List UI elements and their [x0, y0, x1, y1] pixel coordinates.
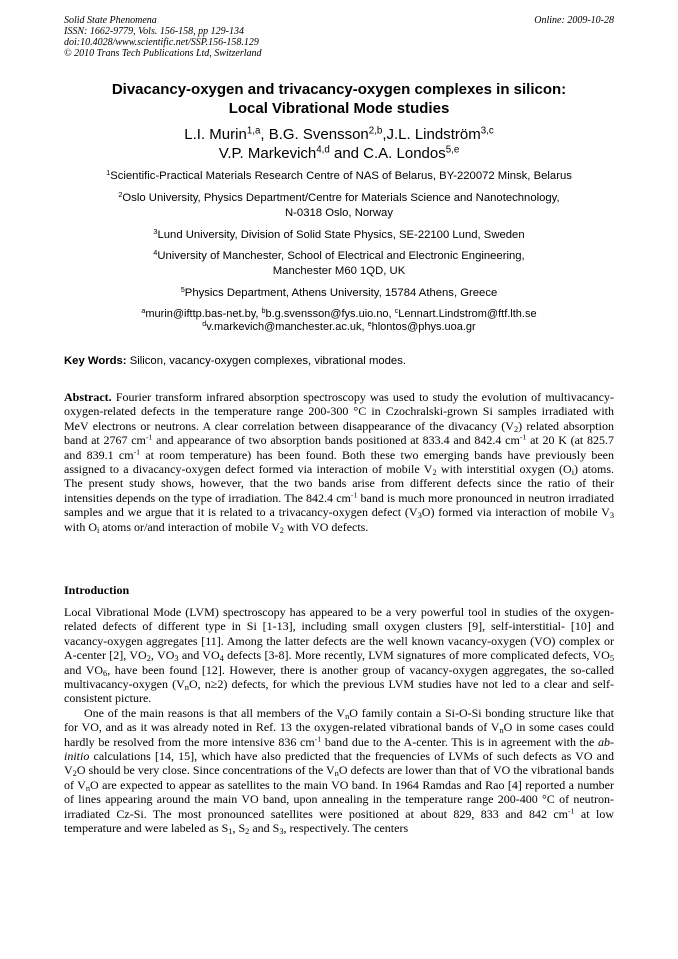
keywords-text: Silicon, vacancy-oxygen complexes, vibrational modes. [126, 355, 406, 367]
email-link[interactable]: murin@ifttp.bas-net.by, [145, 308, 259, 320]
author-affil: 1,a [246, 125, 261, 137]
author-line-2 [40, 144, 638, 163]
doi-line: doi:10.4028/www.scientific.net/SSP.156-158.129 [64, 37, 259, 48]
email-line-2: $^d$v.markevich@manchester.ac.uk, $^e$hlontos@phys.uoa.gr [202, 320, 476, 333]
author-line-1 [40, 125, 638, 144]
keywords [64, 354, 406, 368]
copyright-line: © 2010 Trans Tech Publications Ltd, Switzerland [64, 48, 262, 59]
email-link[interactable]: b.g.svensson@fys.uio.no, [265, 308, 392, 320]
abstract: Abstract. Fourier transform infrared absorption spectroscopy was used to study the evolution of multivacancy-oxygen-related defects in the temperature range 200-300 °C in Czochralski-grown Si samples irradiated with MeV electrons or neutrons. A clear correlation between disappearance of the divacancy $(V_2)$ related absorption band at 2767 $cm^{-1}$ and appearance of two absorption bands positioned at 833.4 and 842.4 $cm^{-1}$ at 20 K (at 825.7 and 839.1 $cm^{-1}$ at room temperature) has been found. Both these two emerging bands have previously been assigned to a divacancy-oxygen defect formed via interaction of mobile $V_2$ with interstitial oxygen $(O_i)$ atoms. The present study shows, however, that the two bands arise from different defects since the ratio of their intensities depends on the type of irradiation. The 842.4 $cm^{-1}$ band is much more pronounced in neutron irradiated samples and we argue that it is related to a trivacancy-oxygen defect $(V_3O)$ formed via interaction of mobile $V_3$ with $O_i$ atoms or/and interaction of mobile $V_2$ with VO defects. [64, 390, 615, 535]
author-name: V.P. Markevich [218, 145, 317, 162]
paper-title [40, 80, 638, 118]
affiliation-3 [40, 228, 638, 243]
email-list [40, 308, 638, 334]
affil-text: Physics Department, Athens University, 15784 Athens, Greece [184, 287, 498, 299]
affil-text: Scientific-Practical Materials Research Centre of NAS of Belarus, BY-220072 Minsk, Belarus [110, 170, 572, 182]
journal-name: Solid State Phenomena [64, 15, 157, 26]
affil-text: Manchester M60 1QD, UK [272, 265, 406, 277]
issn-line: ISSN: 1662-9779, Vols. 156-158, pp 129-134 [64, 26, 244, 37]
section-heading-introduction: Introduction [64, 583, 130, 597]
author-affil: 5,e [445, 144, 460, 156]
affiliation-5 [40, 286, 638, 301]
intro-paragraph-1: Local Vibrational Mode (LVM) spectroscopy has appeared to be a very powerful tool in studies of the oxygen-related defects of different type in Si [1-13], including small oxygen clusters [9], self-interstitial- [10] and vacancy-oxygen aggregates [11]. Among the latter defects are the well known vacancy-oxygen (VO) complex or A-center [2], $VO_2$, $VO_3$ and $VO_4$ defects [3-8]. More recently, LVM signatures of more complicated defects, $VO_5$ and $VO_6$, have been found [12]. However, there is another group of vacancy-oxygen aggregates, the so-called multivacancy-oxygen ($V_nO$, n≥2) defects, for which the previous LVM studies have not led to a clear and self-consistent picture. [64, 605, 615, 706]
affiliation-4 [40, 249, 638, 279]
author-name: ,J.L. Lindström [382, 126, 481, 143]
introduction-text [64, 605, 614, 836]
author-affil: 3,c [480, 125, 494, 137]
title-line-2: Local Vibrational Mode studies [228, 100, 450, 117]
intro-paragraph-2: One of the main reasons is that all members of the $V_nO$ family contain a Si-O-Si bonding structure like that for VO, and as it was already noted in Ref. 13 the oxygen-related vibrational bands of $V_nO$ in some cases could hardly be resolved from the more intensive 836 $cm^{-1}$ band due to the A-center. This is in agreement with the ab-initio calculations [14, 15], which have also predicted that the frequencies of LVMs of such defects as VO and $V_2O$ should be very close. Since concentrations of the $V_nO$ defects are lower than that of VO the vibrational bands of $V_nO$ are expected to appear as satellites to the main VO band. In 1964 Ramdas and Rao [4] reported a number of lines appearing around the main VO band, upon annealing in the temperature range 200-400 °C of neutron-irradiated Cz-Si. The most pronounced satellites were positioned at about 829, 833 and 842 $cm^{-1}$ at low temperature and were labeled as $S_1$, $S_2$ and $S_3$, respectively. The centers [64, 705, 614, 837]
keywords-label: Key Words: [64, 355, 127, 367]
affil-text: Lund University, Division of Solid State Physics, SE-22100 Lund, Sweden [157, 229, 525, 241]
author-affil: 2,b [368, 125, 383, 137]
email-line-1: $^a$murin@ifttp.bas-net.by, $^b$b.g.svensson@fys.uio.no, $^c$Lennart.Lindstrom@ftf.lth.se [141, 307, 537, 320]
abstract-label: Abstract. [64, 390, 112, 404]
author-name: and C.A. Londos [329, 145, 446, 162]
online-date: Online: 2009-10-28 [534, 15, 614, 26]
journal-header [64, 15, 262, 59]
affil-text: Oslo University, Physics Department/Centre for Materials Science and Nanotechnology, [122, 192, 560, 204]
affil-number: 2 [118, 189, 123, 199]
affil-number: 4 [153, 247, 158, 257]
email-link[interactable]: Lennart.Lindstrom@ftf.lth.se [398, 308, 537, 320]
title-line-1: Divacancy-oxygen and trivacancy-oxygen complexes in silicon: [111, 81, 567, 98]
author-name: L.I. Murin [184, 126, 247, 143]
affiliation-1 [40, 169, 638, 184]
author-affil: 4,d [316, 144, 330, 156]
affiliation-2 [40, 191, 638, 221]
email-link[interactable]: hlontos@phys.uoa.gr [371, 321, 476, 333]
email-link[interactable]: v.markevich@manchester.ac.uk, [206, 321, 365, 333]
author-name: , B.G. Svensson [260, 126, 369, 143]
affil-number: 5 [180, 284, 185, 294]
affil-number: 3 [153, 226, 158, 236]
affil-number: 1 [106, 167, 111, 177]
author-list [40, 125, 638, 163]
affil-text: N-0318 Oslo, Norway [285, 207, 393, 219]
affil-text: University of Manchester, School of Electrical and Electronic Engineering, [157, 250, 525, 262]
